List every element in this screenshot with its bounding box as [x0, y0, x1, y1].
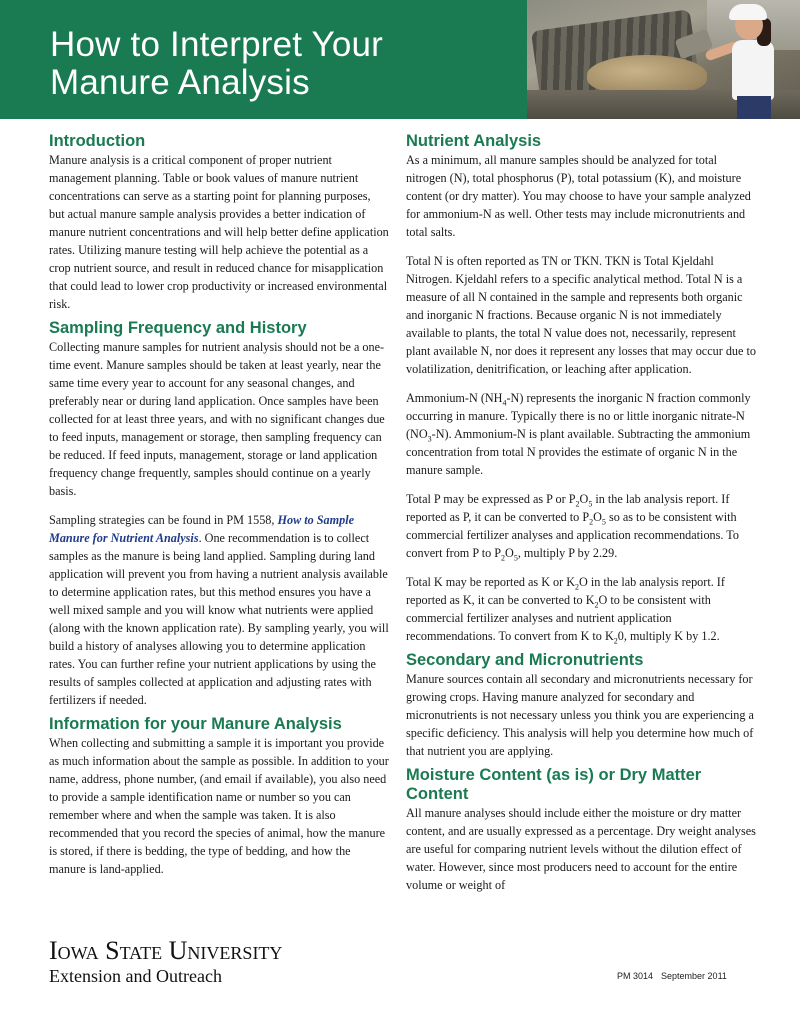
heading-nutrient-analysis: Nutrient Analysis	[406, 132, 542, 150]
page-title-line-1: How to Interpret Your	[50, 25, 384, 64]
isu-wordmark: Iowa State University	[49, 936, 283, 965]
nutrient-paragraph-5: Total K may be reported as K or $K_2O$ in the lab analysis report. If reported as K, it can be converted to $K_2O$ to be consistent with commercial fertilizer analyses and nutrient application recommendations. To convert from K to $K_20$, multiply K by 1.2.	[406, 575, 725, 646]
page-title-line-2: Manure Analysis	[50, 63, 310, 102]
banner-photo	[527, 0, 800, 119]
sampling-paragraph-1: Collecting manure samples for nutrient analysis should not be a one-time event. Manure samples should be taken at least yearly, near the same time every year to account for any seasonal changes, and preferably near or during land application. Once samples have been collected for at least three years, and with no significant changes due to feed inputs, management or storage, then sampling frequency can be reduced. If feed inputs, management, storage or land application frequency change frequently, samples should continue on a yearly basis.	[49, 340, 385, 498]
heading-sampling-frequency: Sampling Frequency and History	[49, 319, 307, 337]
pm1558-link[interactable]: How to Sample Manure for Nutrient Analysis	[49, 513, 355, 545]
moisture-paragraph: All manure analyses should include either the moisture or dry matter content, and are usually expressed as a percentage. Dry weight analyses are useful for comparing nutrient levels without the dilution effect of water. However, since most producers need to account for the entire volume or weight of	[406, 806, 756, 892]
left-column	[49, 128, 389, 878]
page-title	[50, 26, 530, 102]
right-column	[406, 128, 758, 894]
heading-secondary-micronutrients: Secondary and Micronutrients	[406, 651, 644, 669]
secondary-paragraph: Manure sources contain all secondary and micronutrients necessary for growing crops. Having manure analyzed for secondary and micronutrients is not necessary unless you think you are experiencing a specific deficiency. This analysis will help you determine how much of that nutrient you are applying.	[406, 672, 754, 758]
heading-information: Information for your Manure Analysis	[49, 715, 342, 733]
nutrient-paragraph-4: Total P may be expressed as P or $P_2O_5$ in the lab analysis report. If reported as P, it can be converted to $P_2O_5$ so as to be consistent with commercial fertilizer analyses and application recommendations. To convert from P to $P_2O_5$, multiply P by 2.29.	[406, 492, 739, 563]
sampling-paragraph-2: Sampling strategies can be found in PM 1558, How to Sample Manure for Nutrient Analysis. One recommendation is to collect samples as the manure is being land applied. Sampling during land application will prevent you from having a nutrient analysis available to determine application rates, but this method ensures you have a well mixed sample and you will know what nutrients were applied (along with the known application rate). By sampling yearly, you will build a history of analyses allowing you to determine application rates. You can further refine your nutrient applications by using the results of samples collected at application and adjusting rates with fertilizers if needed.	[49, 513, 389, 707]
isu-logo	[49, 937, 379, 987]
information-paragraph: When collecting and submitting a sample it is important you provide as much information about the sample as possible. In addition to your name, address, phone number, (and email if available), you also need to provide a sample identification name or number so you can remember where and when the sample was taken. It is also recommended that you record the species of animal, how the manure is stored, if there is bedding, the type of bedding, and how the manure is land-applied.	[49, 736, 389, 876]
manure-pile-image	[587, 55, 707, 95]
intro-paragraph: Manure analysis is a critical component of proper nutrient management planning. Table or book values of manure nutrient concentrations can serve as a starting point for planning purposes, but actual manure sample analysis provides a better indication of manure nutrient concentrations and will help better define application rates. Utilizing manure testing will help achieve the potential as a crop nutrient source, and result in reduced chance for misapplication that could lead to lower crop productivity or increased environmental risk.	[49, 153, 389, 311]
nutrient-paragraph-3: Ammonium-N $(NH_4-N)$ represents the inorganic N fraction commonly occurring in manure. Typically there is no or little inorganic nitrate-N $(NO_3-N)$. Ammonium-N is plant available. Subtracting the ammonium concentration from total N provides the estimate of organic N in the manure sample.	[406, 391, 751, 477]
title-banner	[0, 0, 800, 119]
heading-introduction: Introduction	[49, 132, 146, 150]
pm-number: PM 3014	[617, 971, 654, 981]
heading-moisture-content: Moisture Content (as is) or Dry Matter Content	[406, 766, 702, 803]
person-sampling-image	[732, 40, 774, 100]
extension-outreach-label: Extension and Outreach	[49, 966, 222, 986]
publication-code	[617, 971, 735, 981]
nutrient-paragraph-1: As a minimum, all manure samples should be analyzed for total nitrogen (N), total phosphorus (P), total potassium (K), and moisture content (or dry matter). You may choose to have your sample analyzed for ammonium-N as well. Other tests may include micronutrients and total salts.	[406, 153, 751, 239]
nutrient-paragraph-2: Total N is often reported as TN or TKN. TKN is Total Kjeldahl Nitrogen. Kjeldahl refers to a specific analytical method. Total N is a measure of all N contained in the sample and represents both organic and inorganic N fractions. Because organic N is not immediately available to plants, the total N value does not, necessarily, represent plant available N, nor does it represent any losses that may occur due to volatilization, denitrification, or leaching after application.	[406, 254, 756, 376]
publication-date: September 2011	[661, 971, 727, 981]
